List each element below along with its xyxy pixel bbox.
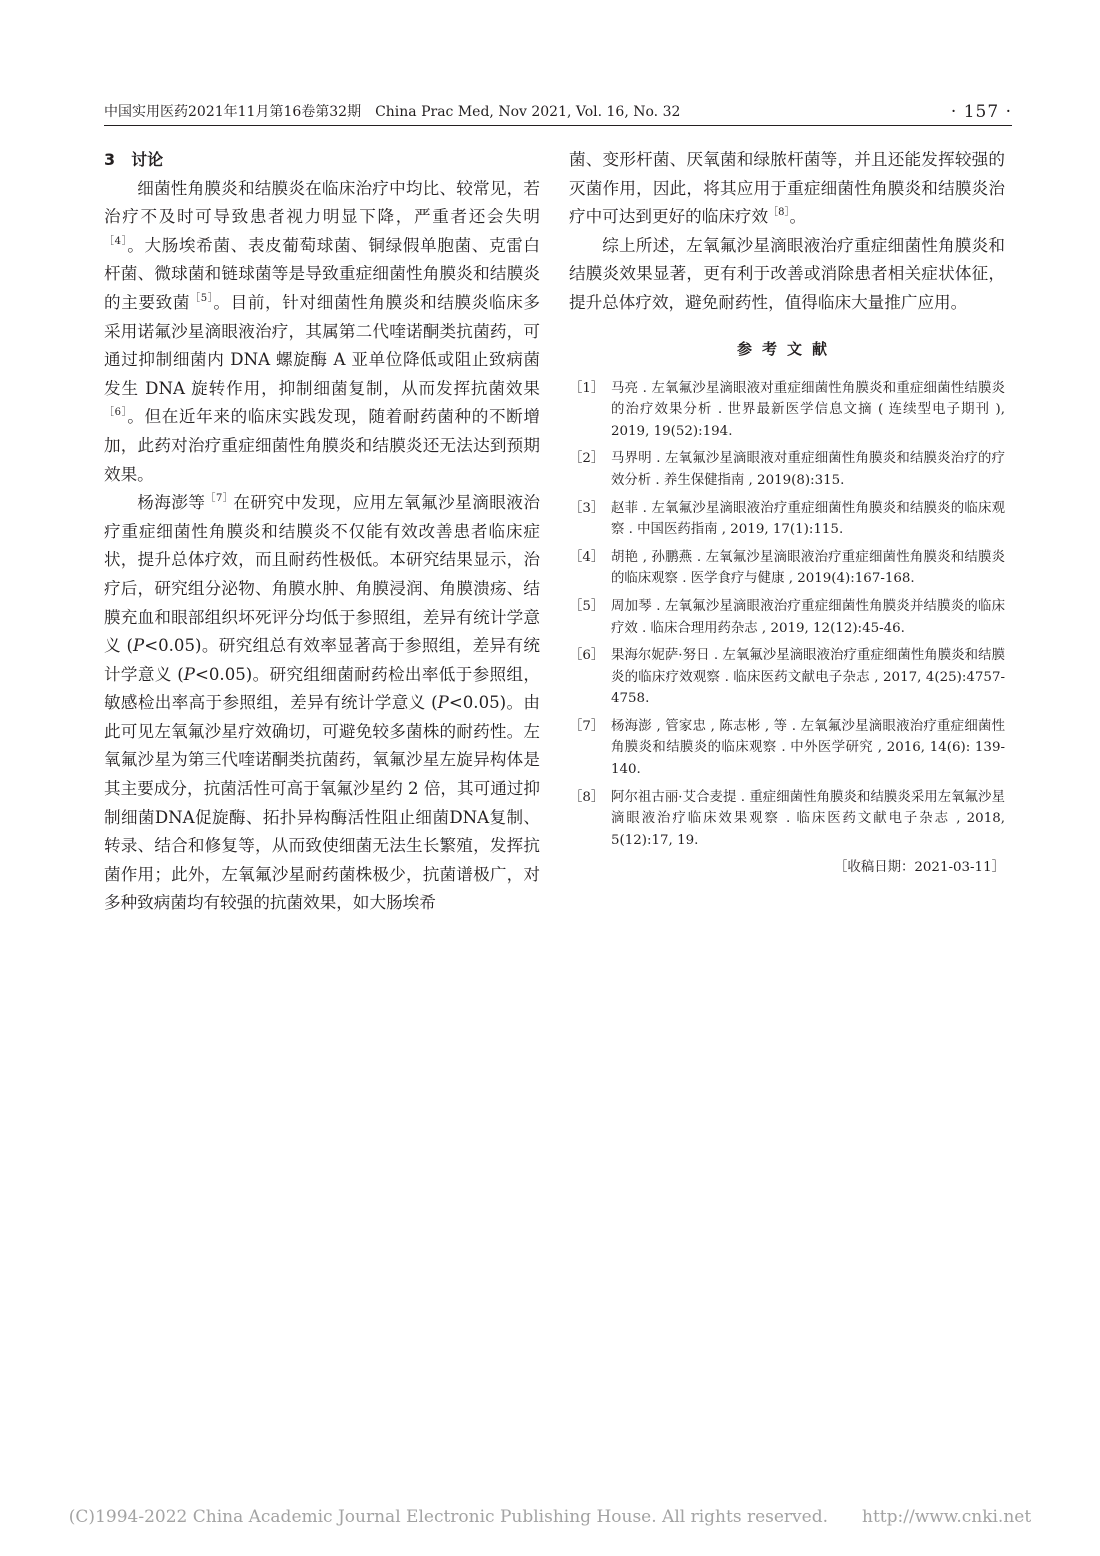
copyright-footer: (C)1994-2022 China Academic Journal Electronic Publishing House. All rights reserved. http://www.cnki.net <box>68 1507 1032 1527</box>
discussion-paragraph-2 <box>104 489 540 918</box>
reference-number: ［8］ <box>569 789 605 805</box>
discussion-paragraph-1 <box>104 175 540 490</box>
text-run: <0.05)。由此可见左氧氟沙星疗效确切，可避免较多菌株的耐药性。左氧氟沙星为第三代喹诺酮类抗菌药，氧氟沙星左旋异构体是其主要成分，抗菌活性可高于氧氟沙星约 2 倍，其可通过抑制细菌DNA促旋酶、拓扑异构酶活性阻止细菌DNA复制、转录、结合和修复等，从而致使细菌无法生长繁殖，发挥抗菌作用；此外，左氧氟沙星耐药菌株极少，抗菌谱极广，对多种致病菌均有较强的抗菌效果，如大肠埃希 <box>104 693 541 913</box>
text-run: 。目前，针对细菌性角膜炎和结膜炎临床多采用诺氟沙星滴眼液治疗，其属第二代喹诺酮类抗菌药，可通过抑制细菌内 DNA 螺旋酶 A 亚单位降低或阻止致病菌发生 DNA 旋转作用，抑制细菌复制，从而发挥抗菌效果 <box>104 292 541 398</box>
reference-text: 马亮 . 左氧氟沙星滴眼液对重症细菌性角膜炎和重症细菌性结膜炎的治疗效果分析 . 世界最新医学信息文摘 ( 连续型电子期刊 ), 2019, 19(52):194. <box>611 380 1005 439</box>
reference-item <box>569 596 1005 639</box>
reference-item <box>569 448 1005 491</box>
text-run: <0.05)。研究组总有效率显著高于参照组，差异有统计学意义 ( <box>104 636 541 684</box>
references-title: 参考文献 <box>736 339 837 358</box>
citation-ref-8[interactable]: ［8］ <box>768 207 790 219</box>
reference-item <box>569 498 1005 541</box>
reference-number: ［5］ <box>569 598 605 614</box>
p-value-symbol: P <box>133 636 145 656</box>
text-run: 细菌性角膜炎和结膜炎在临床治疗中均比、较常见，若治疗不及时可导致患者视力明显下降，严重者还会失明 <box>104 178 540 227</box>
page-number: · 157 · <box>950 102 1012 122</box>
discussion-paragraph-2-continued <box>569 146 1005 232</box>
reference-text: 胡艳 , 孙鹏燕 . 左氧氟沙星滴眼液治疗重症细菌性角膜炎和结膜炎的临床观察 . 医学食疗与健康 , 2019(4):167-168. <box>611 549 1005 587</box>
text-run: 。但在近年来的临床实践发现，随着耐药菌种的不断增加，此药对治疗重症细菌性角膜炎和结膜炎还无法达到预期效果。 <box>104 407 540 484</box>
reference-text: 杨海澎 , 管家忠 , 陈志彬 , 等 . 左氧氟沙星滴眼液治疗重症细菌性角膜炎和结膜炎的临床观察 . 中外医学研究 , 2016, 14(6): 139-140. <box>611 718 1005 778</box>
reference-text: 周加琴 . 左氧氟沙星滴眼液治疗重症细菌性角膜炎并结膜炎的临床疗效 . 临床合理用药杂志 , 2019, 12(12):45-46. <box>611 598 1005 636</box>
text-run: 。大肠埃希菌、表皮葡萄球菌、铜绿假单胞菌、克雷白杆菌、微球菌和链球菌等是导致重症细菌性角膜炎和结膜炎的主要致菌 <box>104 235 540 312</box>
reference-item <box>569 716 1005 781</box>
reference-text: 马界明 . 左氧氟沙星滴眼液对重症细菌性角膜炎和结膜炎治疗的疗效分析 . 养生保健指南 , 2019(8):315. <box>611 451 1005 488</box>
text-run: 在研究中发现，应用左氧氟沙星滴眼液治疗重症细菌性角膜炎和结膜炎不仅能有效改善患者临床症状，提升总体疗效，而且耐药性极低。本研究结果显示，治疗后，研究组分泌物、角膜水肿、角膜浸润、角膜溃疡、结膜充血和眼部组织坏死评分均低于参照组，差异有统计学意义 ( <box>104 493 541 656</box>
reference-number: ［4］ <box>569 549 605 565</box>
text-run: 。 <box>789 207 807 227</box>
reference-number: ［3］ <box>569 500 605 516</box>
running-header <box>104 103 1012 126</box>
reference-number: ［2］ <box>569 451 605 467</box>
reference-item <box>569 645 1005 710</box>
received-date: ［收稿日期：2021-03-11］ <box>834 860 1005 876</box>
citation-ref-4[interactable]: ［4］ <box>104 235 128 247</box>
reference-text: 果海尔妮萨·努日 . 左氧氟沙星滴眼液治疗重症细菌性角膜炎和结膜炎的临床疗效观察 . 临床医药文献电子杂志 , 2017, 4(25):4757-4758. <box>611 648 1005 707</box>
journal-citation: 中国实用医药2021年11月第16卷第32期 China Prac Med, Nov 2021, Vol. 16, No. 32 <box>104 104 681 120</box>
text-run: 菌、变形杆菌、厌氧菌和绿脓杆菌等，并且还能发挥较强的灭菌作用，因此，将其应用于重症细菌性角膜炎和结膜炎治疗中可达到更好的临床疗效 <box>569 150 1005 227</box>
reference-number: ［1］ <box>569 380 605 396</box>
citation-ref-7[interactable]: ［7］ <box>205 493 234 505</box>
section-heading: 3 讨论 <box>104 150 164 169</box>
reference-list <box>569 378 1005 852</box>
reference-text: 阿尔祖古丽·艾合麦提 . 重症细菌性角膜炎和结膜炎采用左氧氟沙星滴眼液治疗临床效果观察 . 临床医药文献电子杂志 , 2018, 5(12):17, 19. <box>611 789 1005 848</box>
citation-ref-6[interactable]: ［6］ <box>104 407 128 419</box>
reference-item <box>569 547 1005 590</box>
citation-ref-5[interactable]: ［5］ <box>190 292 214 304</box>
reference-number: ［6］ <box>569 648 605 664</box>
right-column <box>569 146 1005 879</box>
reference-item <box>569 787 1005 852</box>
p-value-symbol: P <box>437 693 449 713</box>
p-value-symbol: P <box>183 664 195 684</box>
reference-number: ［7］ <box>569 718 605 734</box>
text-run: 杨海澎等 <box>137 493 206 513</box>
reference-text: 赵菲 . 左氧氟沙星滴眼液治疗重症细菌性角膜炎和结膜炎的临床观察 . 中国医药指南 , 2019, 17(1):115. <box>611 500 1005 538</box>
text-run: <0.05)。研究组细菌耐药检出率低于参照组，敏感检出率高于参照组，差异有统计学意义 ( <box>104 664 540 713</box>
reference-item <box>569 378 1005 443</box>
left-column <box>104 146 540 918</box>
conclusion-paragraph: 综上所述，左氧氟沙星滴眼液治疗重症细菌性角膜炎和结膜炎效果显著，更有利于改善或消除患者相关症状体征，提升总体疗效，避免耐药性，值得临床大量推广应用。 <box>569 235 1005 312</box>
